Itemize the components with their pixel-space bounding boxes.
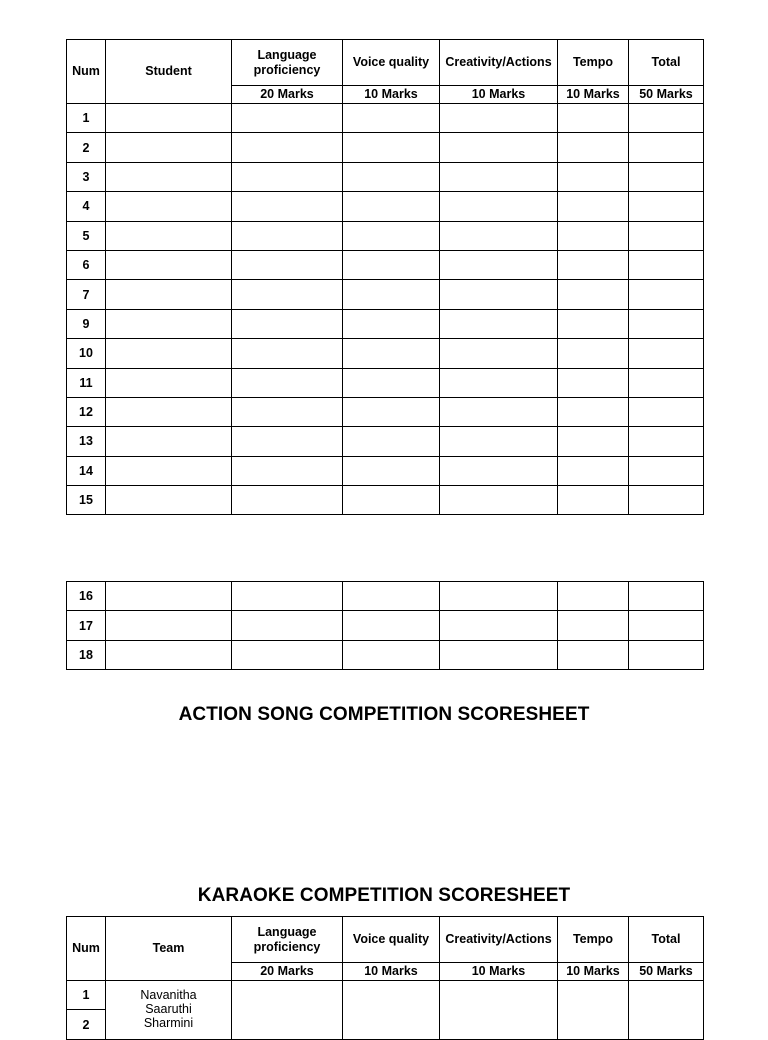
voice-score-cell[interactable]: [343, 280, 440, 309]
total-score-cell[interactable]: [629, 339, 704, 368]
creativity-score-cell[interactable]: [440, 280, 558, 309]
row-number: 5: [67, 221, 106, 250]
tempo-score-cell[interactable]: [558, 582, 629, 611]
language-score-cell[interactable]: [232, 221, 343, 250]
score-cell[interactable]: [343, 981, 440, 1040]
voice-score-cell[interactable]: [343, 368, 440, 397]
creativity-score-cell[interactable]: [440, 456, 558, 485]
student-cell[interactable]: [106, 309, 232, 338]
total-score-cell[interactable]: [629, 397, 704, 426]
total-score-cell[interactable]: [629, 221, 704, 250]
student-cell[interactable]: [106, 611, 232, 640]
tempo-score-cell[interactable]: [558, 427, 629, 456]
header-team: Team: [106, 917, 232, 981]
header-language: Language proficiency: [232, 917, 343, 963]
student-cell[interactable]: [106, 104, 232, 133]
language-score-cell[interactable]: [232, 456, 343, 485]
score-cell[interactable]: [629, 981, 704, 1040]
creativity-score-cell[interactable]: [440, 611, 558, 640]
marks-total: 50 Marks: [629, 86, 704, 104]
header-voice: Voice quality: [343, 40, 440, 86]
language-score-cell[interactable]: [232, 250, 343, 279]
language-score-cell[interactable]: [232, 368, 343, 397]
student-scoresheet-table-continued: [66, 581, 704, 670]
total-score-cell[interactable]: [629, 133, 704, 162]
creativity-score-cell[interactable]: [440, 486, 558, 515]
language-score-cell[interactable]: [232, 309, 343, 338]
team-cell: [106, 981, 232, 1040]
total-score-cell[interactable]: [629, 456, 704, 485]
marks-tempo: 10 Marks: [558, 963, 629, 981]
creativity-score-cell[interactable]: [440, 221, 558, 250]
student-cell[interactable]: [106, 133, 232, 162]
voice-score-cell[interactable]: [343, 221, 440, 250]
row-number: 14: [67, 456, 106, 485]
voice-score-cell[interactable]: [343, 192, 440, 221]
table-row: [67, 221, 704, 250]
header-creativity: Creativity/Actions: [440, 40, 558, 86]
total-score-cell[interactable]: [629, 192, 704, 221]
marks-creativity: 10 Marks: [440, 963, 558, 981]
row-number: 16: [67, 582, 106, 611]
voice-score-cell[interactable]: [343, 133, 440, 162]
creativity-score-cell[interactable]: [440, 640, 558, 669]
language-score-cell[interactable]: [232, 192, 343, 221]
voice-score-cell[interactable]: [343, 611, 440, 640]
header-total: Total: [629, 40, 704, 86]
student-cell[interactable]: [106, 582, 232, 611]
creativity-score-cell[interactable]: [440, 133, 558, 162]
tempo-score-cell[interactable]: [558, 486, 629, 515]
header-tempo: Tempo: [558, 917, 629, 963]
student-cell[interactable]: [106, 397, 232, 426]
creativity-score-cell[interactable]: [440, 162, 558, 191]
voice-score-cell[interactable]: [343, 162, 440, 191]
row-number: 6: [67, 250, 106, 279]
tempo-score-cell[interactable]: [558, 104, 629, 133]
total-score-cell[interactable]: [629, 611, 704, 640]
voice-score-cell[interactable]: [343, 397, 440, 426]
table-row: [67, 250, 704, 279]
student-cell[interactable]: [106, 368, 232, 397]
marks-tempo: 10 Marks: [558, 86, 629, 104]
row-number: 12: [67, 397, 106, 426]
language-score-cell[interactable]: [232, 339, 343, 368]
total-score-cell[interactable]: [629, 309, 704, 338]
tempo-score-cell[interactable]: [558, 192, 629, 221]
language-score-cell[interactable]: [232, 582, 343, 611]
language-score-cell[interactable]: [232, 162, 343, 191]
creativity-score-cell[interactable]: [440, 104, 558, 133]
header-total: Total: [629, 917, 704, 963]
header-num: Num: [67, 40, 106, 104]
student-cell[interactable]: [106, 339, 232, 368]
language-score-cell[interactable]: [232, 640, 343, 669]
creativity-score-cell[interactable]: [440, 192, 558, 221]
header-language: Language proficiency: [232, 40, 343, 86]
voice-score-cell[interactable]: [343, 104, 440, 133]
student-cell[interactable]: [106, 221, 232, 250]
table-row: [67, 339, 704, 368]
student-scoresheet-table: [66, 39, 704, 515]
tempo-score-cell[interactable]: [558, 221, 629, 250]
header-student: Student: [106, 40, 232, 104]
action-song-title: ACTION SONG COMPETITION SCORESHEET: [178, 704, 590, 725]
table-row: [67, 611, 704, 640]
row-number: 7: [67, 280, 106, 309]
marks-language: 20 Marks: [232, 963, 343, 981]
table-row: [67, 192, 704, 221]
marks-voice: 10 Marks: [343, 963, 440, 981]
total-score-cell[interactable]: [629, 250, 704, 279]
table-row: [67, 309, 704, 338]
voice-score-cell[interactable]: [343, 456, 440, 485]
language-score-cell[interactable]: [232, 611, 343, 640]
total-score-cell[interactable]: [629, 640, 704, 669]
total-score-cell[interactable]: [629, 582, 704, 611]
header-tempo: Tempo: [558, 40, 629, 86]
table-row: [67, 162, 704, 191]
table-row: [67, 397, 704, 426]
tempo-score-cell[interactable]: [558, 309, 629, 338]
total-score-cell[interactable]: [629, 104, 704, 133]
language-score-cell[interactable]: [232, 427, 343, 456]
row-number: 3: [67, 162, 106, 191]
table-row: [67, 368, 704, 397]
language-score-cell[interactable]: [232, 486, 343, 515]
student-cell[interactable]: [106, 280, 232, 309]
language-score-cell[interactable]: [232, 104, 343, 133]
student-cell[interactable]: [106, 456, 232, 485]
total-score-cell[interactable]: [629, 427, 704, 456]
marks-total: 50 Marks: [629, 963, 704, 981]
student-cell[interactable]: [106, 427, 232, 456]
marks-language: 20 Marks: [232, 86, 343, 104]
row-number: 13: [67, 427, 106, 456]
row-number: 18: [67, 640, 106, 669]
row-number: 10: [67, 339, 106, 368]
tempo-score-cell[interactable]: [558, 368, 629, 397]
tempo-score-cell[interactable]: [558, 280, 629, 309]
tempo-score-cell[interactable]: [558, 397, 629, 426]
tempo-score-cell[interactable]: [558, 133, 629, 162]
row-number: 2: [67, 133, 106, 162]
header-voice: Voice quality: [343, 917, 440, 963]
creativity-score-cell[interactable]: [440, 427, 558, 456]
total-score-cell[interactable]: [629, 368, 704, 397]
table-row: [67, 280, 704, 309]
row-number: 2: [67, 1010, 106, 1039]
creativity-score-cell[interactable]: [440, 250, 558, 279]
team-member: Saaruthi: [145, 1002, 192, 1016]
marks-voice: 10 Marks: [343, 86, 440, 104]
voice-score-cell[interactable]: [343, 486, 440, 515]
score-cell[interactable]: [440, 981, 558, 1040]
voice-score-cell[interactable]: [343, 640, 440, 669]
voice-score-cell[interactable]: [343, 309, 440, 338]
creativity-score-cell[interactable]: [440, 368, 558, 397]
karaoke-scoresheet-table: [66, 916, 704, 1040]
table-row: [67, 427, 704, 456]
student-cell[interactable]: [106, 640, 232, 669]
table-row: [67, 582, 704, 611]
voice-score-cell[interactable]: [343, 582, 440, 611]
creativity-score-cell[interactable]: [440, 339, 558, 368]
tempo-score-cell[interactable]: [558, 339, 629, 368]
karaoke-title: KARAOKE COMPETITION SCORESHEET: [197, 885, 571, 906]
row-number: 11: [67, 368, 106, 397]
voice-score-cell[interactable]: [343, 250, 440, 279]
student-cell[interactable]: [106, 162, 232, 191]
total-score-cell[interactable]: [629, 280, 704, 309]
student-cell[interactable]: [106, 486, 232, 515]
table-row: [67, 456, 704, 485]
creativity-score-cell[interactable]: [440, 397, 558, 426]
row-number: 1: [67, 981, 106, 1010]
tempo-score-cell[interactable]: [558, 640, 629, 669]
score-cell[interactable]: [558, 981, 629, 1040]
student-cell[interactable]: [106, 250, 232, 279]
tempo-score-cell[interactable]: [558, 162, 629, 191]
score-cell[interactable]: [232, 981, 343, 1040]
marks-creativity: 10 Marks: [440, 86, 558, 104]
total-score-cell[interactable]: [629, 486, 704, 515]
header-num: Num: [67, 917, 106, 981]
table-row: [67, 104, 704, 133]
table-row: [67, 133, 704, 162]
header-creativity: Creativity/Actions: [440, 917, 558, 963]
row-number: 4: [67, 192, 106, 221]
row-number: 9: [67, 309, 106, 338]
tempo-score-cell[interactable]: [558, 611, 629, 640]
row-number: 1: [67, 104, 106, 133]
voice-score-cell[interactable]: [343, 339, 440, 368]
tempo-score-cell[interactable]: [558, 250, 629, 279]
tempo-score-cell[interactable]: [558, 456, 629, 485]
student-cell[interactable]: [106, 192, 232, 221]
creativity-score-cell[interactable]: [440, 309, 558, 338]
total-score-cell[interactable]: [629, 162, 704, 191]
table-row: [67, 486, 704, 515]
team-member: Navanitha: [140, 988, 197, 1002]
row-number: 17: [67, 611, 106, 640]
language-score-cell[interactable]: [232, 280, 343, 309]
voice-score-cell[interactable]: [343, 427, 440, 456]
table-row: [67, 640, 704, 669]
creativity-score-cell[interactable]: [440, 582, 558, 611]
language-score-cell[interactable]: [232, 397, 343, 426]
row-number: 15: [67, 486, 106, 515]
team-member: Sharmini: [143, 1016, 194, 1030]
language-score-cell[interactable]: [232, 133, 343, 162]
